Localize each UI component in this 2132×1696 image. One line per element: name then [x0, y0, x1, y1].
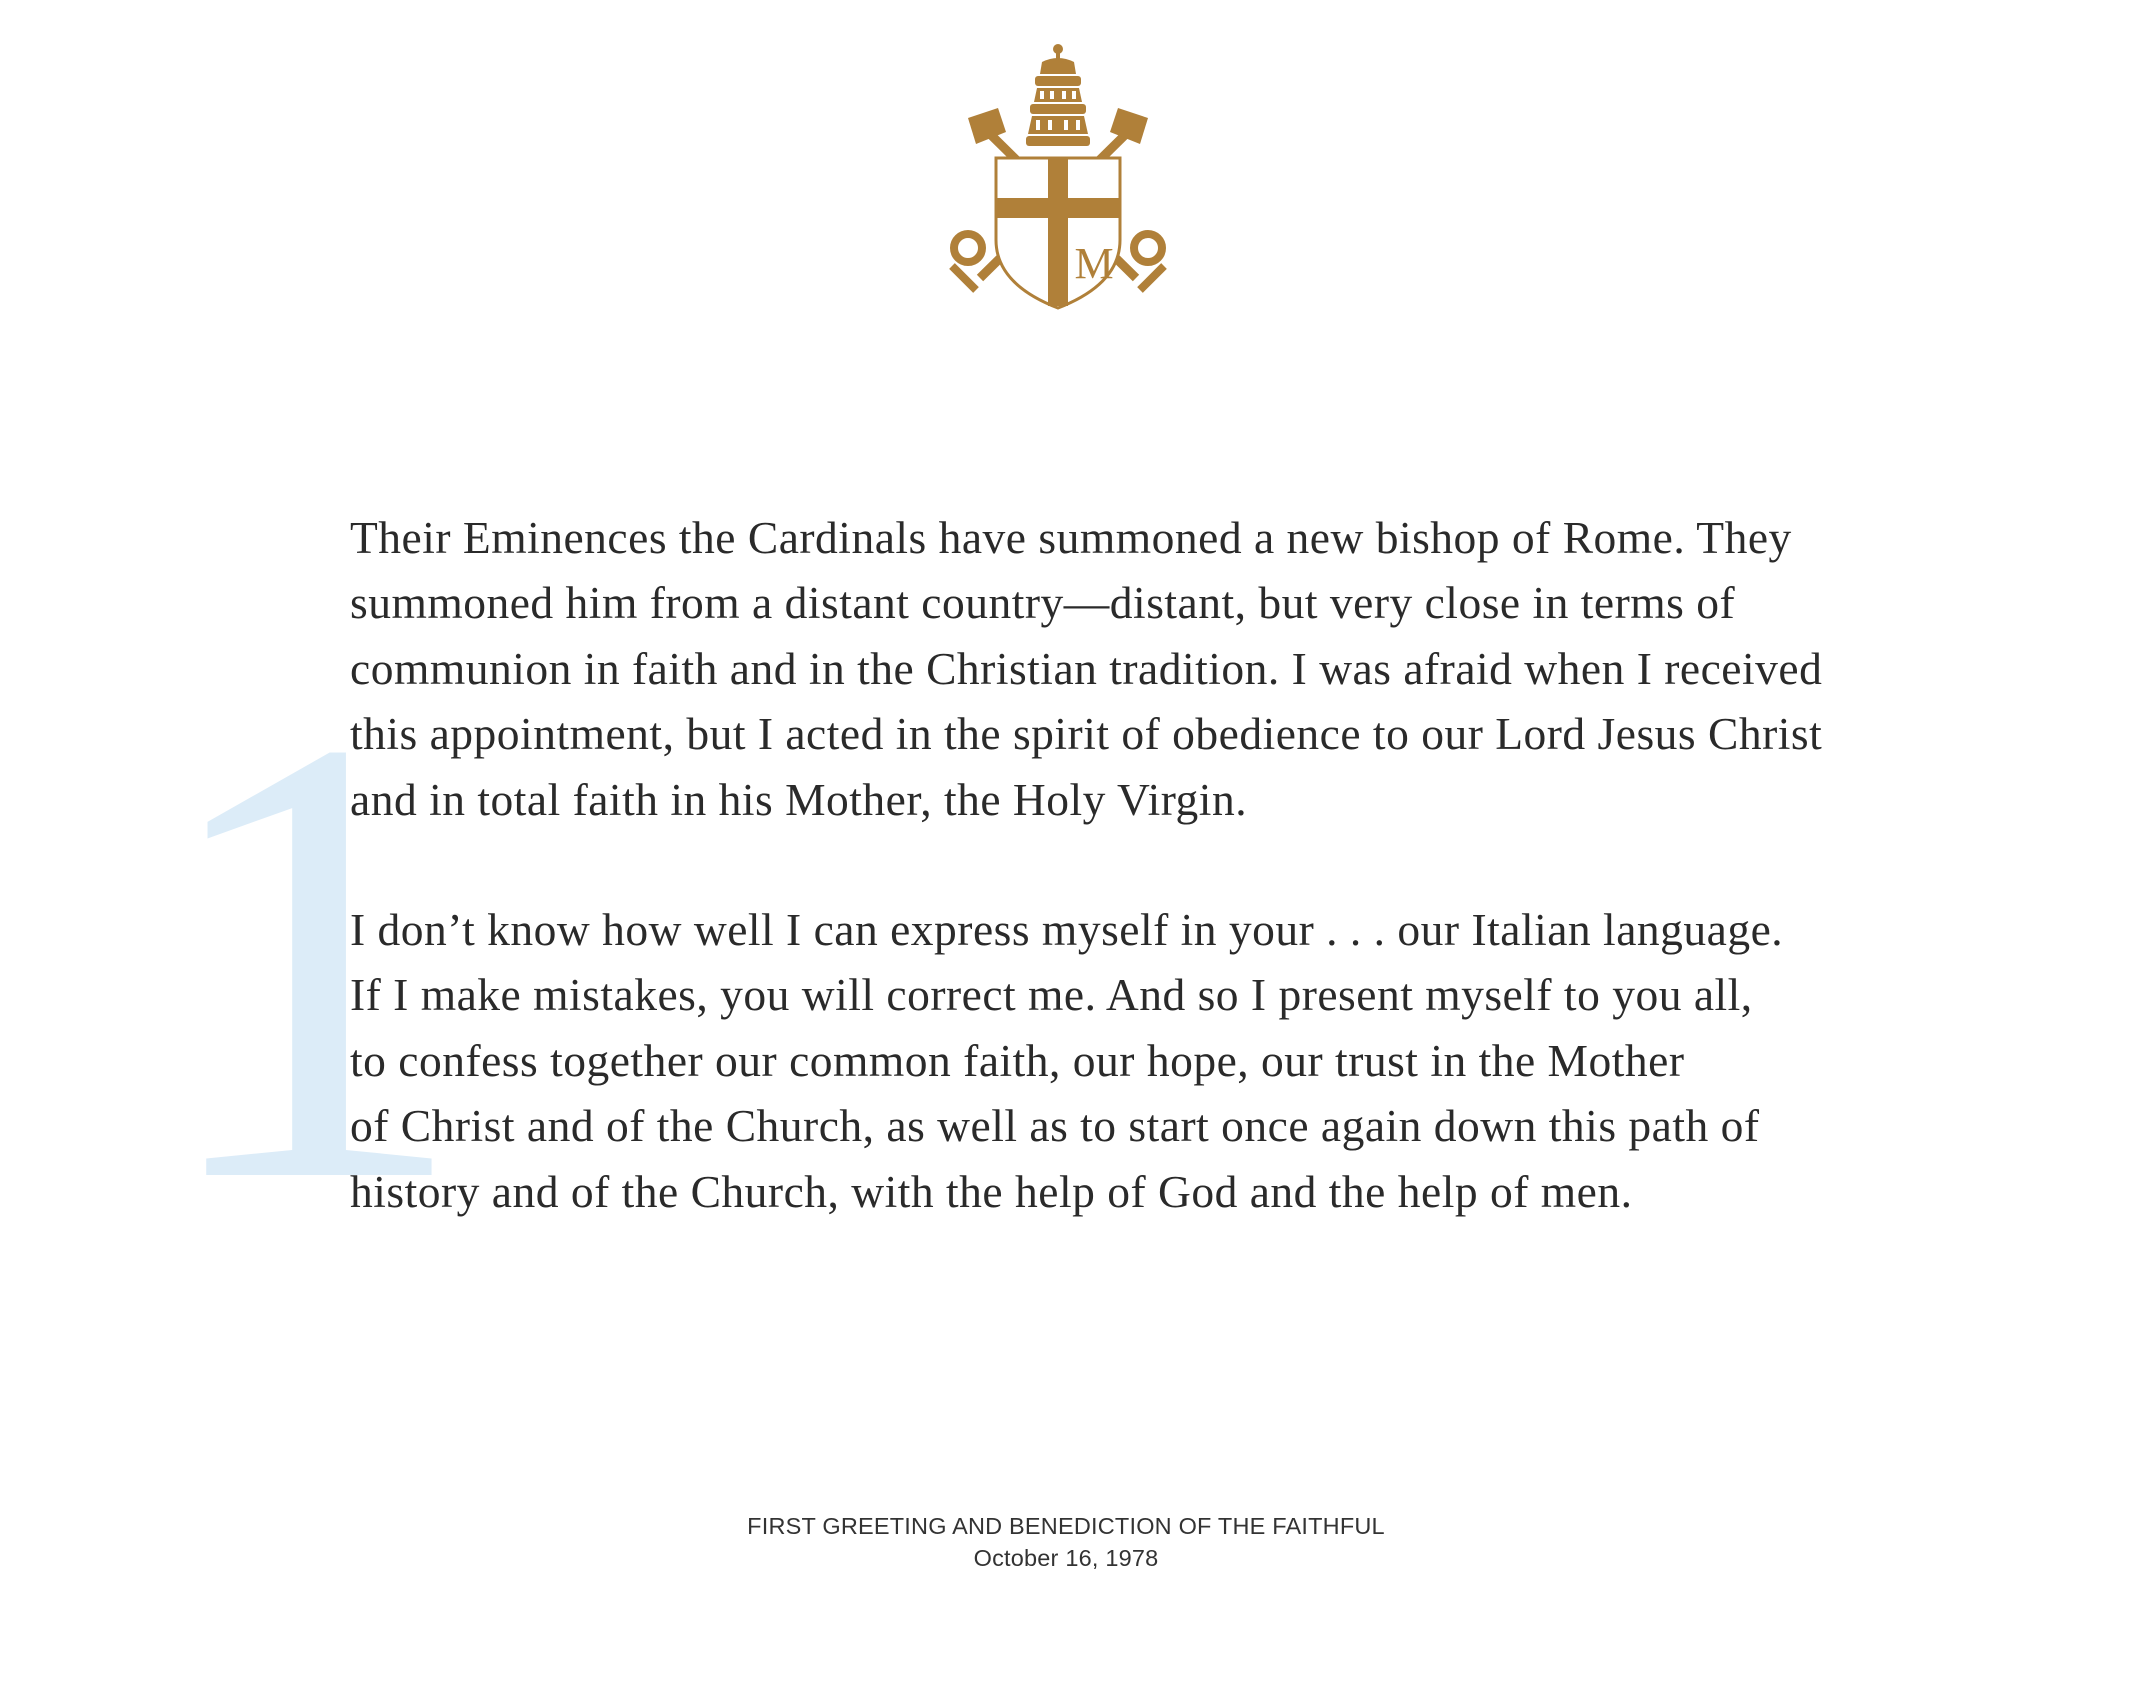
text-line: summoned him from a distant country—distant, but very close in terms of [350, 577, 1736, 629]
source-caption [0, 1510, 2132, 1574]
paragraph [350, 897, 1970, 1224]
text-line: to confess together our common faith, our hope, our trust in the Mother [350, 1034, 1685, 1086]
text-line: I don’t know how well I can express myself in your . . . our Italian language. [350, 904, 1784, 956]
text-line: If I make mistakes, you will correct me. And so I present myself to you all, [350, 969, 1753, 1021]
text-line: history and of the Church, with the help of God and the help of men. [350, 1165, 1633, 1217]
chapter-numeral: 1 [150, 606, 470, 1314]
paragraph [350, 505, 1970, 832]
caption-date: October 16, 1978 [973, 1545, 1159, 1571]
caption-title: FIRST GREETING AND BENEDICTION OF THE FAITHFUL [747, 1513, 1385, 1539]
quotation-body [350, 505, 1970, 1224]
text-line: this appointment, but I acted in the spirit of obedience to our Lord Jesus Christ [350, 708, 1823, 760]
text-line: Their Eminences the Cardinals have summoned a new bishop of Rome. They [350, 512, 1792, 563]
papal-coat-of-arms-icon [946, 40, 1170, 312]
text-line: communion in faith and in the Christian tradition. I was afraid when I received [350, 642, 1823, 694]
text-line: of Christ and of the Church, as well as to start once again down this path of [350, 1100, 1760, 1152]
svg-text:M: M [1074, 239, 1114, 288]
text-line: and in total faith in his Mother, the Holy Virgin. [350, 773, 1248, 825]
